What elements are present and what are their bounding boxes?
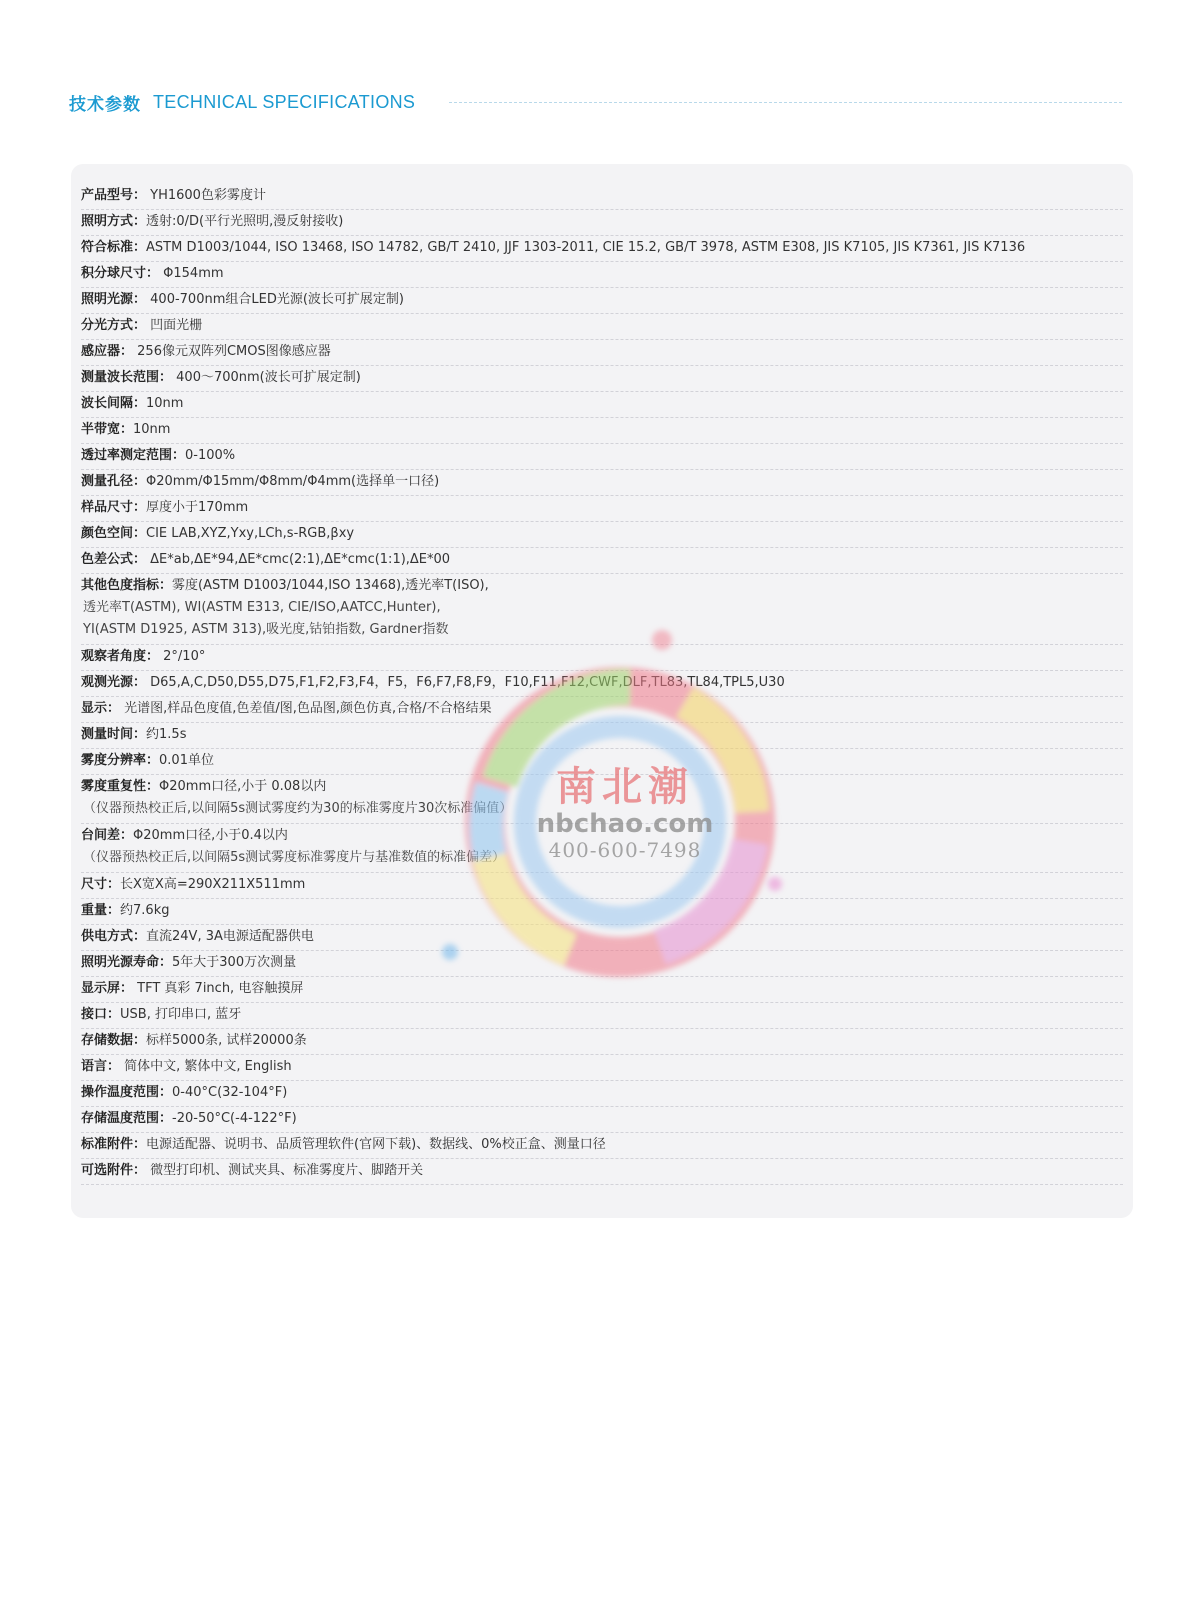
spec-value: -20-50°C(-4-122°F) [172, 1111, 297, 1126]
spec-value: 标样5000条, 试样20000条 [146, 1033, 307, 1048]
spec-label: 样品尺寸： [81, 500, 147, 515]
spec-row [81, 824, 1123, 873]
spec-label: 显示屏： [81, 981, 134, 996]
spec-label: 标准附件： [81, 1137, 147, 1152]
spec-line [81, 214, 1123, 230]
spec-row [81, 951, 1123, 977]
spec-line [81, 396, 1123, 412]
spec-value-continuation: YI(ASTM D1925, ASTM 313),吸光度,钴铂指数, Gardner指数 [83, 622, 449, 637]
spec-value: TFT 真彩 7inch, 电容触摸屏 [133, 981, 304, 996]
spec-value: 0-40°C(32-104°F) [172, 1085, 288, 1100]
spec-line [81, 240, 1123, 256]
spec-row [81, 977, 1123, 1003]
section-header [69, 88, 1122, 116]
spec-row [81, 775, 1123, 824]
spec-line [81, 675, 1123, 691]
spec-value: 长X宽X高=290X211X511mm [120, 877, 306, 892]
spec-label: 测量波长范围： [81, 370, 173, 385]
spec-label: 台间差： [81, 828, 134, 843]
spec-value: USB, 打印串口, 蓝牙 [120, 1007, 242, 1022]
spec-line [81, 877, 1123, 893]
spec-label: 符合标准： [81, 240, 147, 255]
spec-value: Φ20mm/Φ15mm/Φ8mm/Φ4mm(选择单一口径) [146, 474, 440, 489]
spec-line [81, 344, 1123, 360]
spec-label: 色差公式： [81, 552, 147, 567]
spec-row [81, 574, 1123, 645]
spec-row [81, 1055, 1123, 1081]
spec-value-continuation: （仪器预热校正后,以间隔5s测试雾度标准雾度片与基准数值的标准偏差） [83, 850, 506, 865]
spec-line [81, 474, 1123, 490]
spec-row [81, 366, 1123, 392]
spec-label: 其他色度指标： [81, 578, 173, 593]
section-title-en: TECHNICAL SPECIFICATIONS [153, 91, 416, 112]
spec-value: 雾度(ASTM D1003/1044,ISO 13468),透光率T(ISO), [172, 578, 489, 593]
spec-row [81, 288, 1123, 314]
spec-line [81, 1085, 1123, 1101]
spec-label: 测量孔径： [81, 474, 147, 489]
spec-value: 0.01单位 [159, 753, 214, 768]
spec-row [81, 210, 1123, 236]
header-dashed-divider [449, 102, 1122, 103]
watermark-site-text: nbchao.com [536, 809, 714, 839]
spec-value: D65,A,C,D50,D55,D75,F1,F2,F3,F4，F5，F6,F7,F8,F9，F10,F11,F12,CWF,DLF,TL83,TL84,TPL5,U30 [146, 675, 785, 690]
spec-row [81, 418, 1123, 444]
spec-row [81, 340, 1123, 366]
spec-line [81, 1137, 1123, 1153]
spec-panel [71, 164, 1133, 1218]
spec-row [81, 1029, 1123, 1055]
spec-value: YH1600色彩雾度计 [146, 188, 266, 203]
spec-line [81, 903, 1123, 919]
spec-value: Φ20mm口径,小于 0.08以内 [159, 779, 327, 794]
spec-row [81, 671, 1123, 697]
spec-value: 2°/10° [159, 649, 206, 664]
spec-row [81, 1107, 1123, 1133]
spec-value: Φ154mm [159, 266, 224, 281]
spec-value: 约7.6kg [120, 903, 170, 918]
spec-label: 积分球尺寸： [81, 266, 160, 281]
spec-row [81, 548, 1123, 574]
spec-label: 分光方式： [81, 318, 147, 333]
spec-row [81, 444, 1123, 470]
spec-row [81, 1081, 1123, 1107]
spec-list [81, 184, 1123, 1185]
spec-line [81, 1033, 1123, 1049]
spec-row [81, 749, 1123, 775]
spec-row [81, 723, 1123, 749]
spec-row [81, 899, 1123, 925]
spec-label: 颜色空间： [81, 526, 147, 541]
spec-line [81, 1111, 1123, 1127]
spec-label: 尺寸： [81, 877, 121, 892]
spec-label: 透过率测定范围： [81, 448, 186, 463]
spec-line [81, 981, 1123, 997]
spec-value: 10nm [146, 396, 184, 411]
spec-row [81, 1003, 1123, 1029]
spec-row [81, 697, 1123, 723]
spec-line [81, 701, 1123, 717]
spec-row [81, 522, 1123, 548]
spec-line [81, 292, 1123, 308]
spec-value: 400～700nm(波长可扩展定制) [172, 370, 361, 385]
spec-label: 半带宽： [81, 422, 134, 437]
spec-line [81, 318, 1123, 334]
spec-line [81, 552, 1123, 568]
spec-line [81, 448, 1123, 464]
spec-label: 重量： [81, 903, 121, 918]
spec-value-continuation: 透光率T(ASTM), WI(ASTM E313, CIE/ISO,AATCC,Hunter), [83, 600, 441, 615]
spec-row [81, 392, 1123, 418]
spec-value: 凹面光栅 [146, 318, 203, 333]
spec-line [81, 370, 1123, 386]
spec-row [81, 262, 1123, 288]
spec-value: 256像元双阵列CMOS图像感应器 [133, 344, 331, 359]
spec-label: 供电方式： [81, 929, 147, 944]
spec-label: 语言： [81, 1059, 121, 1074]
spec-value: CIE LAB,XYZ,Yxy,LCh,s-RGB,βxy [146, 526, 355, 541]
spec-label: 雾度重复性： [81, 779, 160, 794]
section-title-cn: 技术参数 [69, 94, 141, 115]
spec-line [81, 188, 1123, 204]
spec-line [81, 727, 1123, 743]
spec-value: 电源适配器、说明书、品质管理软件(官网下载)、数据线、0%校正盒、测量口径 [146, 1137, 606, 1152]
spec-line [81, 526, 1123, 542]
spec-value: ASTM D1003/1044, ISO 13468, ISO 14782, GB/T 2410, JJF 1303-2011, CIE 15.2, GB/T 3978, ASTM E308, JIS K7105, JIS K7361, JIS K7136 [146, 240, 1026, 255]
spec-line [81, 422, 1123, 438]
watermark-phone-text: 400-600-7498 [548, 838, 702, 862]
spec-label: 显示： [81, 701, 121, 716]
spec-value-continuation: （仪器预热校正后,以间隔5s测试雾度约为30的标准雾度片30次标准偏值） [83, 801, 513, 816]
spec-value: 直流24V, 3A电源适配器供电 [146, 929, 314, 944]
spec-row [81, 1133, 1123, 1159]
spec-row [81, 1159, 1123, 1185]
spec-label: 可选附件： [81, 1163, 147, 1178]
spec-row [81, 496, 1123, 522]
spec-value: 约1.5s [146, 727, 187, 742]
spec-row [81, 645, 1123, 671]
spec-line [81, 955, 1123, 971]
spec-row [81, 314, 1123, 340]
spec-value: Φ20mm口径,小于0.4以内 [133, 828, 288, 843]
spec-label: 操作温度范围： [81, 1085, 173, 1100]
spec-line [81, 649, 1123, 665]
spec-label: 测量时间： [81, 727, 147, 742]
spec-row [81, 184, 1123, 210]
spec-line [81, 753, 1123, 769]
spec-value: 微型打印机、测试夹具、标准雾度片、脚踏开关 [146, 1163, 424, 1178]
spec-label: 存储温度范围： [81, 1111, 173, 1126]
spec-label: 照明光源寿命： [81, 955, 173, 970]
spec-label: 观测光源： [81, 675, 147, 690]
spec-label: 接口： [81, 1007, 121, 1022]
spec-line [81, 779, 1123, 795]
spec-value: ΔE*ab,ΔE*94,ΔE*cmc(2:1),ΔE*cmc(1:1),ΔE*00 [146, 552, 451, 567]
spec-row [81, 873, 1123, 899]
spec-label: 照明方式： [81, 214, 147, 229]
spec-row [81, 470, 1123, 496]
spec-row [81, 236, 1123, 262]
spec-value: 5年大于300万次测量 [172, 955, 297, 970]
spec-line [81, 1163, 1123, 1179]
spec-line [81, 1059, 1123, 1075]
spec-line [81, 500, 1123, 516]
spec-value: 光谱图,样品色度值,色差值/图,色品图,颜色仿真,合格/不合格结果 [120, 701, 492, 716]
spec-line [81, 266, 1123, 282]
spec-value: 10nm [133, 422, 171, 437]
spec-label: 存储数据： [81, 1033, 147, 1048]
spec-line [81, 929, 1123, 945]
spec-label: 雾度分辨率： [81, 753, 160, 768]
spec-label: 照明光源： [81, 292, 147, 307]
spec-value: 厚度小于170mm [146, 500, 249, 515]
spec-value: 简体中文, 繁体中文, English [120, 1059, 292, 1074]
spec-label: 波长间隔： [81, 396, 147, 411]
spec-row [81, 925, 1123, 951]
spec-value: 透射:0/D(平行光照明,漫反射接收) [146, 214, 344, 229]
spec-line [81, 578, 1123, 594]
spec-line [81, 1007, 1123, 1023]
spec-label: 产品型号： [81, 188, 147, 203]
watermark-cn-text: 南北潮 [556, 763, 694, 810]
spec-line [81, 828, 1123, 844]
spec-value: 0-100% [185, 448, 236, 463]
spec-value: 400-700nm组合LED光源(波长可扩展定制) [146, 292, 404, 307]
spec-label: 感应器： [81, 344, 134, 359]
spec-label: 观察者角度： [81, 649, 160, 664]
